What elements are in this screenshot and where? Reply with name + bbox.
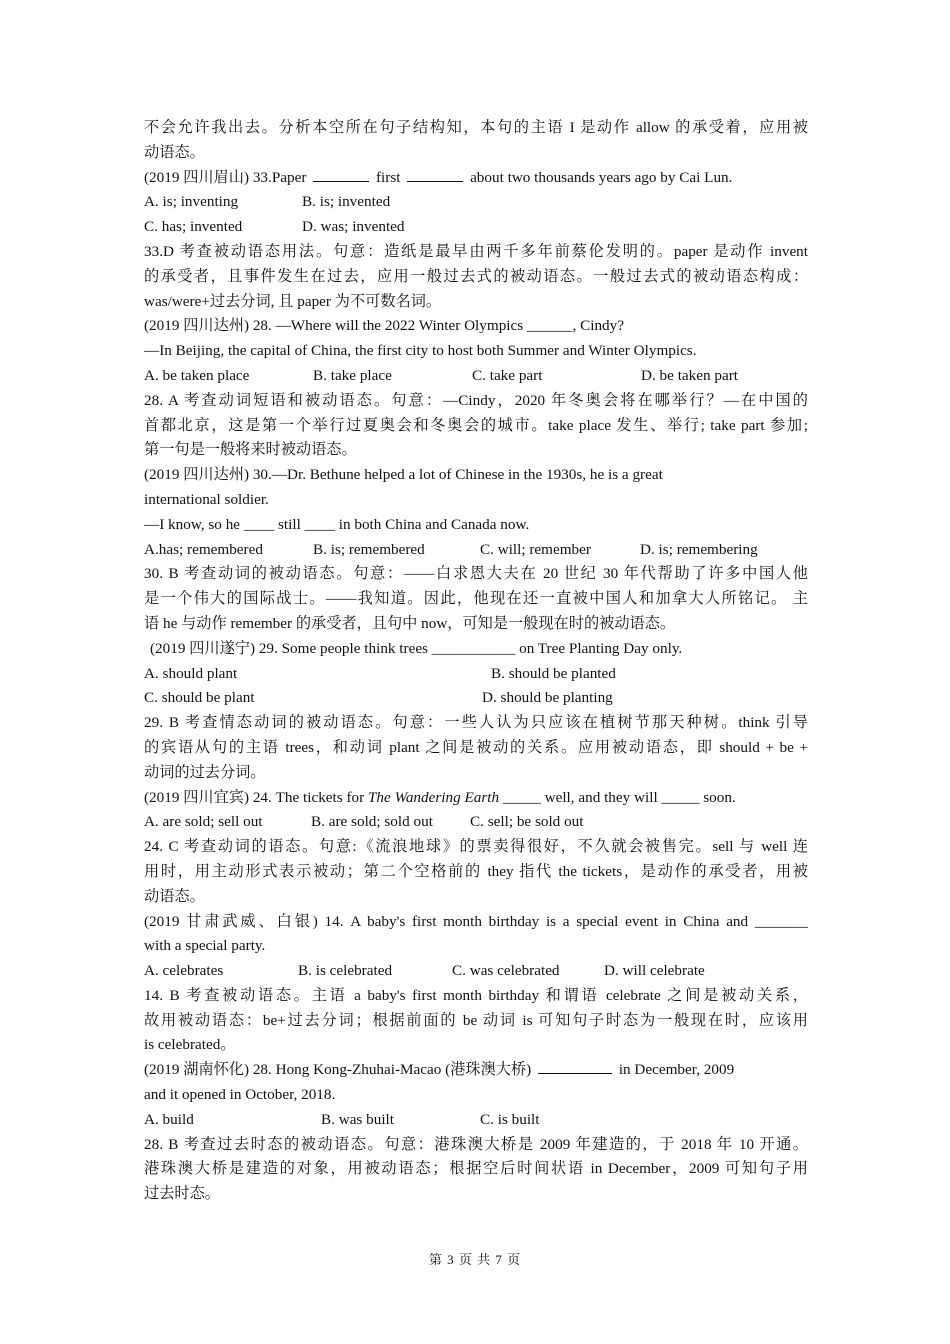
question-28b-stem: (2019 湖南怀化) 28. Hong Kong-Zhuhai-Macao (港珠澳大桥) in December, 2009	[144, 1058, 808, 1083]
question-28-options: A. be taken place B. take place C. take part D. be taken part	[144, 366, 738, 384]
page-number-footer: 第 3 页 共 7 页	[428, 1252, 522, 1267]
question-29-options: A. should plant B. should be planted	[144, 664, 616, 682]
question-33-stem: (2019 四川眉山) 33.Paper first about two thousands years ago by Cai Lun.	[144, 166, 808, 191]
question-29-stem: (2019 四川遂宁) 29. Some people think trees ___________ on Tree Planting Day only.	[150, 639, 683, 657]
text-line: 第一句是一般将来时被动语态。	[144, 441, 357, 459]
book-title: The Wandering Earth	[367, 788, 500, 806]
text-line: 过去时态。	[144, 1185, 220, 1203]
text-line: 的宾语从句的主语 trees，和动词 plant 之间是被动的关系。应用被动语态，即 should + be +	[144, 738, 808, 756]
question-24-stem: (2019 四川宜宾) 24. The tickets for The Wandering Earth _____ well, and they will _____ soon.	[144, 788, 736, 806]
answer-blank	[407, 166, 463, 182]
question-33-options: C. has; invented D. was; invented	[144, 218, 405, 236]
answer-blank	[313, 166, 369, 182]
text-line: 语 he 与动作 remember 的承受者，且句中 now，可知是一般现在时的被动语态。	[144, 614, 676, 632]
answer-33: 33.D 考查被动语态用法。句意：造纸是最早由两千多年前蔡伦发明的。paper 是动作 invent	[144, 242, 808, 260]
text-line: 港珠澳大桥是建造的对象，用被动语态；根据空后时间状语 in December，2009 可知句子用	[144, 1160, 808, 1178]
answer-30: 30. B 考查动词的被动语态。句意：——白求恩大夫在 20 世纪 30 年代帮助了许多中国人他	[144, 565, 808, 583]
answer-28: 28. A 考查动词短语和被动语态。句意：—Cindy，2020 年冬奥会将在哪举行？—在中国的	[144, 391, 808, 409]
answer-28b: 28. B 考查过去时态的被动语态。句意：港珠澳大桥是 2009 年建造的，于 2018 年 10 开通。	[144, 1135, 808, 1153]
question-28-stem: (2019 四川达州) 28. —Where will the 2022 Winter Olympics ______, Cindy?	[144, 317, 624, 335]
text-line: 故用被动语态：be+过去分词；根据前面的 be 动词 is 可知句子时态为一般现在时，应该用	[144, 1011, 808, 1029]
text-line: 是一个伟大的国际战士。——我知道。因此，他现在还一直被中国人和加拿大人所铭记。 主	[144, 590, 808, 608]
question-14-options: A. celebrates B. is celebrated C. was celebrated D. will celebrate	[144, 962, 705, 980]
text-line: international soldier.	[144, 490, 269, 508]
text-line: is celebrated。	[144, 1036, 236, 1054]
text-line: and it opened in October, 2018.	[144, 1086, 336, 1104]
text-line: 用时，用主动形式表示被动；第二个空格前的 they 指代 the tickets，是动作的承受者，用被	[144, 862, 808, 880]
text-line: 首都北京，这是第一个举行过夏奥会和冬奥会的城市。take place 发生、举行; take part 参加;	[144, 416, 808, 434]
question-24-options: A. are sold; sell out B. are sold; sold out C. sell; be sold out	[144, 813, 584, 831]
text-line: 动语态。	[144, 143, 205, 161]
text-line: 不会允许我出去。分析本空所在句子结构知，本句的主语 I 是动作 allow 的承受着，应用被	[144, 119, 808, 136]
question-29-options: C. should be plant D. should be planting	[144, 689, 613, 707]
text-line: 动词的过去分词。	[144, 763, 266, 781]
page-content	[144, 116, 808, 1207]
question-30-options: A.has; remembered B. is; remembered C. will; remember D. is; remembering	[144, 540, 758, 558]
text-line: —In Beijing, the capital of China, the first city to host both Summer and Winter Olympics.	[144, 342, 697, 360]
text-line: —I know, so he ____ still ____ in both China and Canada now.	[144, 515, 530, 533]
question-33-options: A. is; inventing B. is; invented	[144, 193, 391, 211]
question-30-stem: (2019 四川达州) 30.—Dr. Bethune helped a lot of Chinese in the 1930s, he is a great	[144, 466, 663, 484]
answer-14: 14. B 考查被动语态。主语 a baby's first month birthday 和谓语 celebrate 之间是被动关系，	[144, 986, 808, 1004]
answer-blank	[538, 1058, 612, 1074]
answer-29: 29. B 考查情态动词的被动语态。句意：一些人认为只应该在植树节那天种树。think 引导	[144, 714, 808, 732]
text-line: with a special party.	[144, 937, 266, 955]
text-line: 动语态。	[144, 887, 205, 905]
text-line: 的承受者，且事件发生在过去，应用一般过去式的被动语态。一般过去式的被动语态构成：	[144, 267, 808, 285]
answer-24: 24. C 考查动词的语态。句意:《流浪地球》的票卖得很好，不久就会被售完。sell 与 well 连	[144, 838, 808, 856]
text-line: was/were+过去分词, 且 paper 为不可数名词。	[144, 292, 442, 310]
question-14-stem: (2019 甘肃武威、白银) 14. A baby's first month birthday is a special event in China and _______	[144, 912, 808, 930]
question-28b-options: A. build B. was built C. is built	[144, 1110, 540, 1128]
